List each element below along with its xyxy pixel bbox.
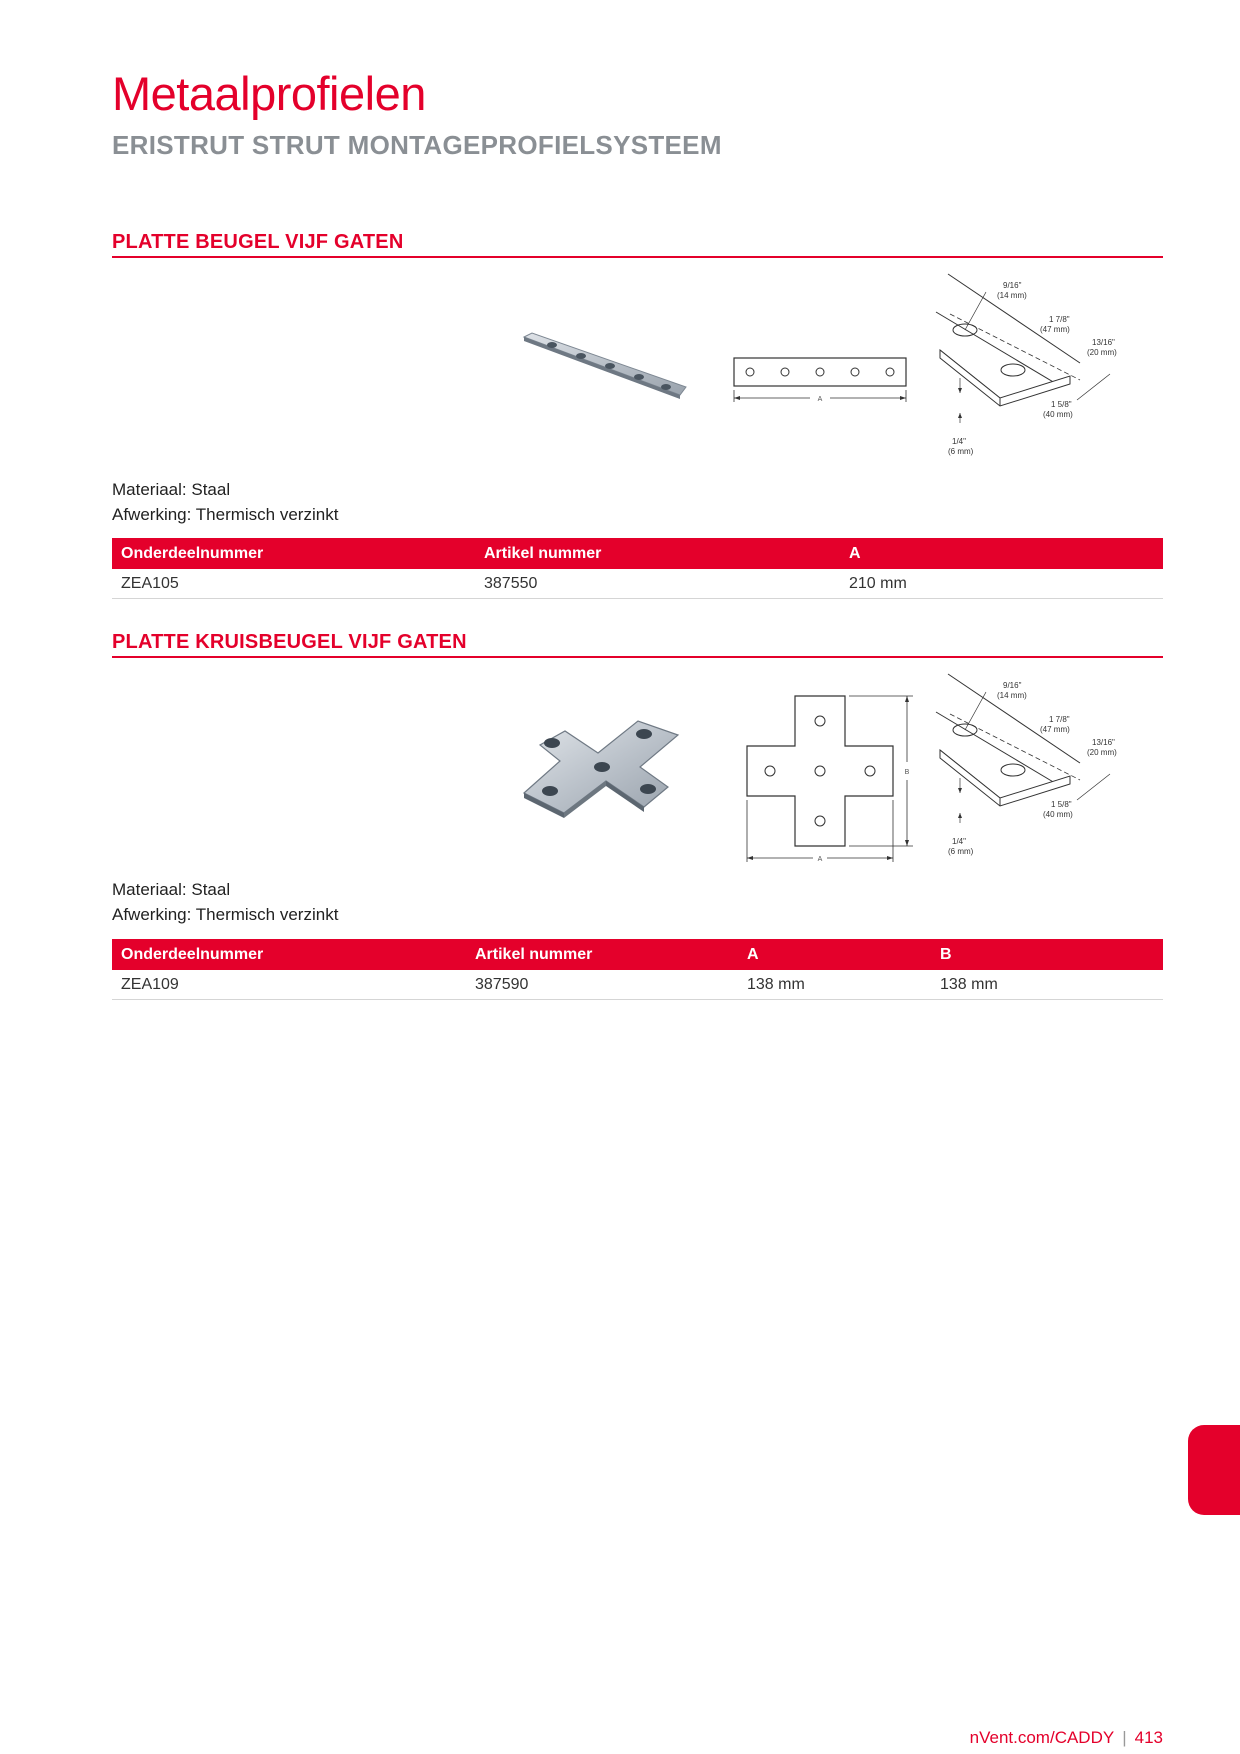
dimension-label-a: A [817, 856, 823, 863]
table-cell: 138 mm [931, 970, 1163, 1000]
label-edge-mm: (20 mm) [1087, 348, 1117, 357]
section-divider [112, 256, 1163, 258]
material-text: Materiaal: Staal [112, 480, 231, 499]
label-edge: 13/16" [1092, 738, 1115, 747]
label-spacing: 1 7/8" [1049, 315, 1070, 324]
table-cell: 387550 [475, 569, 840, 599]
table-cell: ZEA109 [112, 970, 466, 1000]
section-divider [112, 656, 1163, 658]
label-width: 1 5/8" [1051, 800, 1072, 809]
table-row [112, 970, 1163, 1000]
column-header: Onderdeelnummer [112, 939, 466, 970]
label-spacing-mm: (47 mm) [1040, 725, 1070, 734]
table-cell: 387590 [466, 970, 738, 1000]
table-header-row [112, 939, 1163, 970]
finish-text: Afwerking: Thermisch verzinkt [112, 905, 339, 924]
label-edge-mm: (20 mm) [1087, 748, 1117, 757]
dimension-label-b: B [904, 769, 910, 776]
label-thickness-mm: (6 mm) [948, 847, 974, 856]
label-hole-dia-mm: (14 mm) [997, 691, 1027, 700]
table-cell: 210 mm [840, 569, 1163, 599]
section-title: PLATTE BEUGEL VIJF GATEN [112, 231, 404, 253]
column-header: A [840, 538, 1163, 569]
table-cell: ZEA105 [112, 569, 475, 599]
product-photo-flat-plate [520, 325, 690, 410]
chapter-tab [1188, 1425, 1240, 1515]
product-table [112, 939, 1163, 1000]
detail-drawing-hole-dimensions [930, 668, 1130, 868]
table-row [112, 569, 1163, 599]
column-header: A [738, 939, 931, 970]
technical-drawing-flat-plate [730, 350, 910, 410]
column-header: Artikel nummer [475, 538, 840, 569]
label-hole-dia-mm: (14 mm) [997, 291, 1027, 300]
column-header: B [931, 939, 1163, 970]
technical-drawing-cross-plate [735, 690, 925, 870]
page-footer [970, 1728, 1163, 1748]
material-text: Materiaal: Staal [112, 880, 231, 899]
product-photo-cross-plate [520, 715, 685, 825]
footer-separator: | [1122, 1728, 1127, 1747]
page-subtitle: ERISTRUT STRUT MONTAGEPROFIELSYSTEEM [112, 130, 722, 160]
label-width-mm: (40 mm) [1043, 410, 1073, 419]
label-spacing: 1 7/8" [1049, 715, 1070, 724]
finish-text: Afwerking: Thermisch verzinkt [112, 505, 339, 524]
label-width: 1 5/8" [1051, 400, 1072, 409]
label-spacing-mm: (47 mm) [1040, 325, 1070, 334]
table-header-row [112, 538, 1163, 569]
label-width-mm: (40 mm) [1043, 810, 1073, 819]
column-header: Onderdeelnummer [112, 538, 475, 569]
section-title: PLATTE KRUISBEUGEL VIJF GATEN [112, 631, 467, 653]
product-table [112, 538, 1163, 599]
label-edge: 13/16" [1092, 338, 1115, 347]
label-thickness: 1/4" [952, 837, 966, 846]
page-title: Metaalprofielen [112, 67, 426, 120]
dimension-label-a: A [817, 396, 823, 403]
table-cell: 138 mm [738, 970, 931, 1000]
label-hole-dia: 9/16" [1003, 681, 1022, 690]
detail-drawing-hole-dimensions [930, 268, 1130, 468]
page-number: 413 [1134, 1728, 1163, 1747]
website-link[interactable]: nVent.com/CADDY [969, 1728, 1115, 1747]
label-hole-dia: 9/16" [1003, 281, 1022, 290]
column-header: Artikel nummer [466, 939, 738, 970]
label-thickness-mm: (6 mm) [948, 447, 974, 456]
label-thickness: 1/4" [952, 437, 966, 446]
